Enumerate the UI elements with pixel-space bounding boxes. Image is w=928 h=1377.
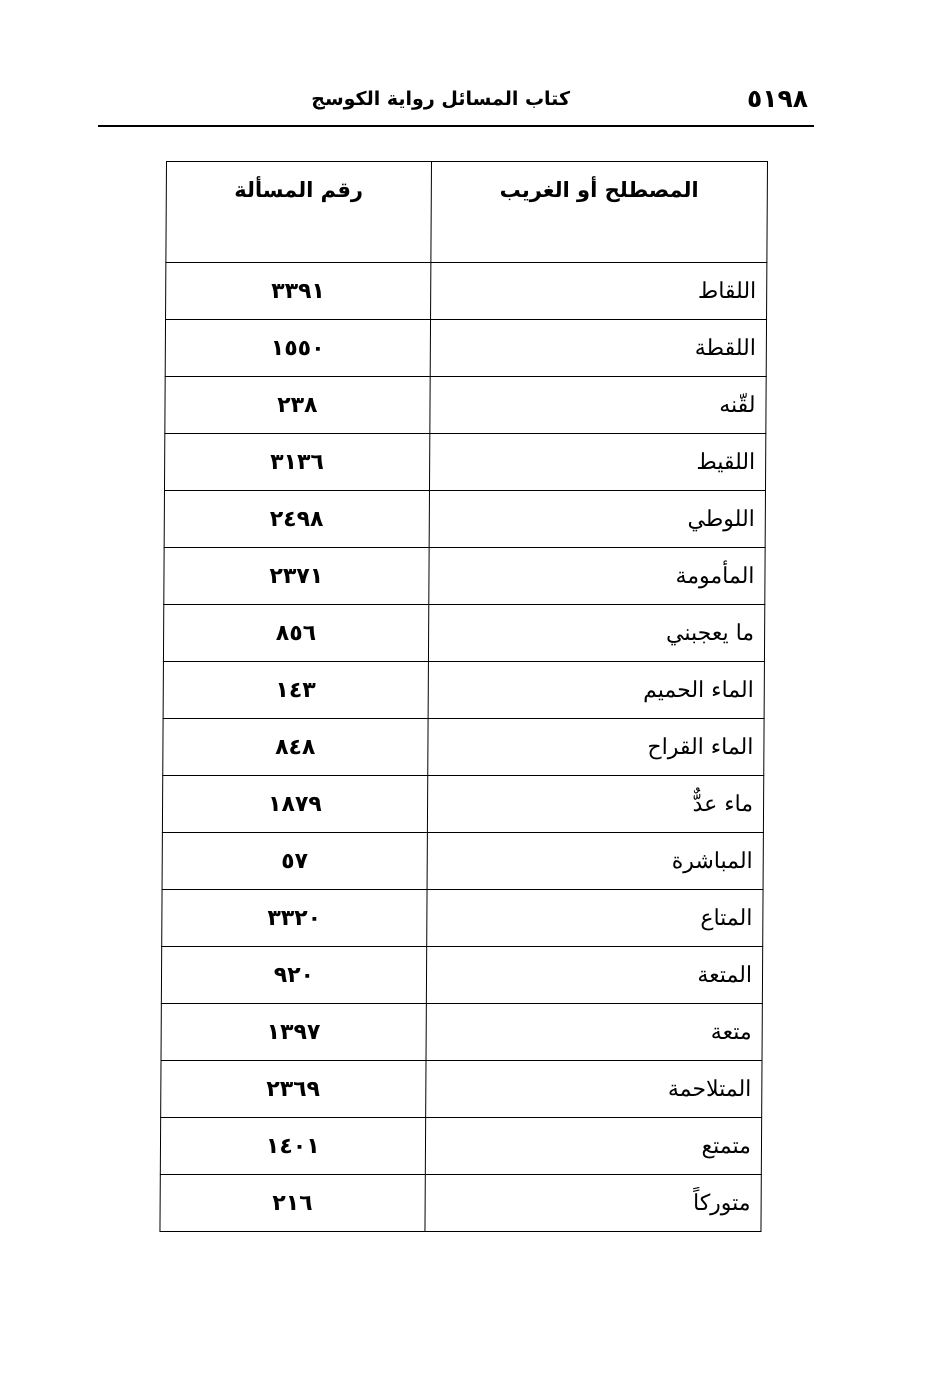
term-cell: لقّنه [430, 377, 767, 434]
table-row [160, 1175, 761, 1232]
number-cell: ٢٣٨ [165, 377, 430, 434]
term-cell: اللقيط [429, 434, 766, 491]
table-row [164, 434, 765, 491]
term-cell: الماء الحميم [428, 662, 765, 719]
table-row [166, 263, 767, 320]
table-row [165, 377, 766, 434]
number-cell: ٩٢٠ [161, 947, 426, 1004]
term-cell: المأمومة [428, 548, 765, 605]
number-cell: ٢١٦ [160, 1175, 425, 1232]
term-cell: اللوطي [429, 491, 766, 548]
number-cell: ٨٤٨ [163, 719, 428, 776]
number-cell: ١٣٩٧ [161, 1004, 426, 1061]
page-number: ٥١٩٨ [746, 84, 808, 113]
table-row [162, 890, 763, 947]
column-header-number: رقم المسألة [166, 162, 431, 263]
term-cell: متعة [426, 1004, 763, 1061]
header-rule [98, 125, 814, 127]
number-cell: ١٤٣ [163, 662, 428, 719]
term-cell: اللقاط [430, 263, 767, 320]
number-cell: ٢٣٧١ [164, 548, 429, 605]
number-cell: ٣٣٩١ [166, 263, 431, 320]
table-row [162, 833, 763, 890]
term-cell: متمتع [425, 1118, 762, 1175]
column-header-term: المصطلح أو الغريب [431, 162, 768, 263]
number-cell: ٣٣٢٠ [162, 890, 427, 947]
table-row [163, 719, 764, 776]
term-cell: المتاع [426, 890, 763, 947]
page-header [98, 80, 814, 126]
term-cell: الماء القراح [427, 719, 764, 776]
number-cell: ٢٣٦٩ [161, 1061, 426, 1118]
number-cell: ٣١٣٦ [164, 434, 429, 491]
term-cell: المباشرة [427, 833, 764, 890]
table-header-row [166, 162, 768, 263]
term-cell: ما يعجبني [428, 605, 765, 662]
book-title: كتاب المسائل رواية الكوسج [311, 88, 570, 110]
number-cell: ١٤٠١ [160, 1118, 425, 1175]
table-row [163, 605, 764, 662]
table-row [161, 1061, 762, 1118]
table-row [163, 662, 764, 719]
number-cell: ٢٤٩٨ [164, 491, 429, 548]
table-row [165, 320, 766, 377]
term-cell: ماء عدٌّ [427, 776, 764, 833]
table-row [161, 947, 762, 1004]
terms-index-table [159, 161, 768, 1232]
table-row [164, 548, 765, 605]
table-row [161, 1004, 762, 1061]
number-cell: ٨٥٦ [163, 605, 428, 662]
table-row [164, 491, 765, 548]
number-cell: ١٥٥٠ [165, 320, 430, 377]
number-cell: ١٨٧٩ [162, 776, 427, 833]
term-cell: متوركاً [425, 1175, 762, 1232]
table-row [162, 776, 763, 833]
number-cell: ٥٧ [162, 833, 427, 890]
term-cell: المتلاحمة [425, 1061, 762, 1118]
term-cell: اللقطة [430, 320, 767, 377]
table-row [160, 1118, 761, 1175]
term-cell: المتعة [426, 947, 763, 1004]
